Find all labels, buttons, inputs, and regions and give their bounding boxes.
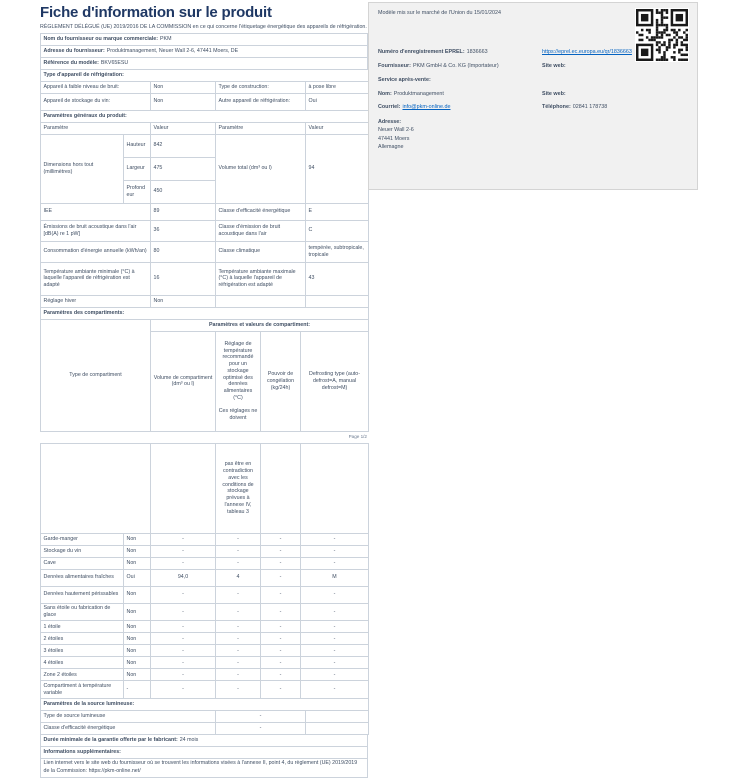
email-link[interactable]: info@pkm-online.de <box>402 104 451 111</box>
column-header: Paramètre <box>41 122 151 134</box>
compartment-freeze: - <box>261 681 301 699</box>
param-value: 43 <box>306 262 369 295</box>
param-label: Appareil de stockage du vin: <box>41 93 151 110</box>
empty-cell <box>306 722 369 734</box>
general-params-table <box>40 110 369 308</box>
compartments-header-table <box>40 307 369 432</box>
market-date: Modèle mis sur le marché de l'Union du 15/01/2024 <box>378 10 501 16</box>
section-title: Paramètres de la source lumineuse: <box>41 698 369 710</box>
eprel-number: Numéro d'enregistrement EPREL: 1836663 <box>378 49 488 56</box>
compartment-defrost: - <box>301 557 369 569</box>
table-row <box>41 45 368 57</box>
section-title: Type d'appareil de réfrigération: <box>41 69 369 81</box>
compartment-temp: - <box>216 633 261 645</box>
column-header <box>216 331 261 431</box>
compartment-freeze: - <box>261 657 301 669</box>
compartment-temp: - <box>216 621 261 633</box>
param-value: Oui <box>306 93 369 110</box>
column-header: Defrosting type (auto-defrost=A, manual defrost=M) <box>301 331 369 431</box>
service-name-field: Nom: Produktmanagement <box>378 90 444 97</box>
compartment-volume: - <box>151 645 216 657</box>
compartment-present: Non <box>124 621 151 633</box>
compartment-temp: - <box>216 669 261 681</box>
compartments-table <box>40 443 369 699</box>
eprel-link[interactable]: https://eprel.ec.europa.eu/qr/1836663 <box>542 49 632 56</box>
compartment-freeze: - <box>261 533 301 545</box>
section-header-row <box>41 746 368 758</box>
span-header: Paramètres et valeurs de compartiment: <box>151 319 369 331</box>
compartment-label: Cave <box>41 557 124 569</box>
compartment-volume: 94,0 <box>151 569 216 586</box>
column-header: Valeur <box>151 122 216 134</box>
compartment-present: Non <box>124 645 151 657</box>
compartment-volume: - <box>151 603 216 621</box>
compartment-volume: - <box>151 669 216 681</box>
param-value: 94 <box>306 134 369 203</box>
compartment-defrost: - <box>301 621 369 633</box>
dimension-sublabel: Hauteur <box>124 134 151 157</box>
table-row <box>41 586 369 603</box>
compartment-defrost: - <box>301 633 369 645</box>
table-row <box>41 241 369 262</box>
compartment-volume: - <box>151 621 216 633</box>
compartment-freeze: - <box>261 545 301 557</box>
compartment-temp: - <box>216 603 261 621</box>
compartment-present: Oui <box>124 569 151 586</box>
compartment-present: Non <box>124 545 151 557</box>
param-value: C <box>306 220 369 241</box>
column-header-text: Réglage de température recommandé pour un stockage optimisé des denrées alimentaires (°C) <box>222 340 254 401</box>
param-value: 36 <box>151 220 216 241</box>
field-label: Adresse du fournisseur: <box>43 47 105 54</box>
empty-cell <box>41 443 151 533</box>
table-row <box>41 93 369 110</box>
section-title: Paramètres des compartiments: <box>41 307 369 319</box>
table-row <box>41 545 369 557</box>
compartment-label: Zone 2 étoiles <box>41 669 124 681</box>
supplier-field: Fournisseur: PKM GmbH & Co. KG (Importateur) <box>378 63 499 70</box>
param-value: à pose libre <box>306 81 369 93</box>
compartment-label: Stockage du vin <box>41 545 124 557</box>
column-header: Type de compartiment <box>41 319 151 431</box>
param-label: IEE <box>41 203 151 220</box>
eprel-info-panel <box>368 2 698 190</box>
website-label: Site web: <box>542 63 566 70</box>
table-row <box>41 203 369 220</box>
supplier-table <box>40 33 368 70</box>
empty-cell <box>261 443 301 533</box>
service-address <box>378 118 688 152</box>
param-value: tempérée, subtropicale, tropicale <box>306 241 369 262</box>
compartment-label: Garde-manger <box>41 533 124 545</box>
compartment-temp: - <box>216 681 261 699</box>
param-value: Non <box>151 295 216 307</box>
compartment-volume: - <box>151 657 216 669</box>
param-value: E <box>306 203 369 220</box>
compartment-freeze: - <box>261 557 301 569</box>
param-label: Dimensions hors tout (millimètres) <box>41 134 124 203</box>
section-header-row <box>41 307 369 319</box>
compartment-freeze: - <box>261 669 301 681</box>
empty-cell <box>306 710 369 722</box>
span-header-row <box>41 319 369 331</box>
field-label: Durée minimale de la garantie offerte par le fabricant: <box>43 737 178 744</box>
compartment-present: Non <box>124 603 151 621</box>
compartment-defrost: - <box>301 545 369 557</box>
table-row <box>41 734 368 746</box>
param-label: Réglage hiver <box>41 295 151 307</box>
compartment-present: Non <box>124 633 151 645</box>
compartment-present: Non <box>124 557 151 569</box>
table-row <box>41 57 368 69</box>
table-row <box>41 220 369 241</box>
compartment-present: Non <box>124 669 151 681</box>
product-fiche <box>40 4 368 778</box>
compartment-freeze: - <box>261 621 301 633</box>
compartment-volume: - <box>151 557 216 569</box>
column-header: Valeur <box>306 122 369 134</box>
compartment-freeze: - <box>261 603 301 621</box>
column-header-text: Ces réglages ne doivent <box>218 408 258 422</box>
additional-info-text: Lien internet vers le site web du fournisseur où se trouvent les informations visées à l'annexe II, point 4, du règlement (UE) 2019/2019 de la Commission: <box>43 760 358 775</box>
param-value <box>306 295 369 307</box>
param-value: - <box>216 722 306 734</box>
compartment-volume: - <box>151 545 216 557</box>
table-row <box>41 262 369 295</box>
section-header-row <box>41 110 369 122</box>
param-label: Autre appareil de réfrigération: <box>216 93 306 110</box>
section-title: Paramètres généraux du produit: <box>41 110 369 122</box>
compartment-label: Denrées hautement périssables <box>41 586 124 603</box>
compartment-defrost: - <box>301 669 369 681</box>
compartment-temp: - <box>216 586 261 603</box>
param-label: Température ambiante maximale (°C) à laquelle l'appareil de réfrigération est adapté <box>216 262 306 295</box>
param-label: Appareil à faible niveau de bruit: <box>41 81 151 93</box>
continuation-row <box>41 443 369 533</box>
compartment-volume: - <box>151 681 216 699</box>
additional-info-table <box>40 746 368 778</box>
dimension-sublabel: Profondeur <box>124 180 151 203</box>
page-break <box>40 432 368 444</box>
compartment-freeze: - <box>261 569 301 586</box>
page-number: Page 1/2 <box>348 433 367 439</box>
compartment-temp: 4 <box>216 569 261 586</box>
section-header-row <box>41 698 369 710</box>
qr-code-icon <box>635 8 689 62</box>
param-value: - <box>216 710 306 722</box>
compartment-temp: - <box>216 657 261 669</box>
compartment-defrost: - <box>301 657 369 669</box>
compartment-label: 4 étoiles <box>41 657 124 669</box>
address-line: Neuer Wall 2-6 <box>378 127 414 134</box>
compartment-label: 1 étoile <box>41 621 124 633</box>
param-label: Type de construction: <box>216 81 306 93</box>
compartment-temp: - <box>216 645 261 657</box>
compartment-freeze: - <box>261 586 301 603</box>
column-header: Paramètre <box>216 122 306 134</box>
param-label: Classe d'efficacité énergétique <box>41 722 216 734</box>
page-title: Fiche d'information sur le produit <box>40 4 272 21</box>
compartment-label: Denrées alimentaires fraîches <box>41 569 124 586</box>
field-value: PKM <box>160 35 172 42</box>
table-row <box>41 633 369 645</box>
column-header-row <box>41 122 369 134</box>
compartment-temp: - <box>216 533 261 545</box>
table-row <box>41 722 369 734</box>
compartment-label: 3 étoiles <box>41 645 124 657</box>
section-title: Informations supplémentaires: <box>41 746 368 758</box>
compartment-defrost: - <box>301 533 369 545</box>
param-value: Non <box>151 81 216 93</box>
compartment-present: Non <box>124 657 151 669</box>
compartment-label: Compartiment à température variable <box>41 681 124 699</box>
dimension-value: 475 <box>151 157 216 180</box>
address-line: 47441 Moers <box>378 135 410 142</box>
table-row <box>41 758 368 777</box>
phone-field: Téléphone: 02841 178738 <box>542 104 608 111</box>
param-label: Volume total (dm³ ou l) <box>216 134 306 203</box>
dimension-value: 842 <box>151 134 216 157</box>
compartment-volume: - <box>151 533 216 545</box>
compartment-defrost: - <box>301 603 369 621</box>
param-value: 16 <box>151 262 216 295</box>
dimensions-row <box>41 134 369 157</box>
regulation-subtitle: RÈGLEMENT DÉLÉGUÉ (UE) 2019/2016 DE LA COMMISSION en ce qui concerne l'étiquetage énergétique des appareils de réfrigération. <box>40 24 367 30</box>
table-row <box>41 33 368 45</box>
column-header: Volume de compartiment (dm³ ou l) <box>151 331 216 431</box>
compartment-defrost: M <box>301 569 369 586</box>
table-row <box>41 681 369 699</box>
field-value: 24 mois <box>179 737 199 744</box>
empty-cell <box>151 443 216 533</box>
dimension-sublabel: Largeur <box>124 157 151 180</box>
supplier-website-link[interactable]: https://pkm-online.net/ <box>88 768 141 775</box>
param-label: Consommation d'énergie annuelle (kWh/an) <box>41 241 151 262</box>
field-value: Produktmanagement, Neuer Wall 2-6, 47441 Moers, DE <box>106 47 239 54</box>
table-row <box>41 295 369 307</box>
compartment-volume: - <box>151 633 216 645</box>
compartment-defrost: - <box>301 645 369 657</box>
param-value: Non <box>151 93 216 110</box>
param-label: Émissions de bruit acoustique dans l'air [dB(A) re 1 pW] <box>41 220 151 241</box>
service-header: Service après-vente: <box>378 76 431 83</box>
table-row <box>41 557 369 569</box>
table-row <box>41 569 369 586</box>
compartment-defrost: - <box>301 681 369 699</box>
param-label: Température ambiante minimale (°C) à laquelle l'appareil de réfrigération est adapté <box>41 262 151 295</box>
compartment-present: - <box>124 681 151 699</box>
field-value: BKV65ESU <box>100 59 129 66</box>
email-field: Courriel: info@pkm-online.de <box>378 104 451 111</box>
compartment-label: Sans étoile ou fabrication de glace <box>41 603 124 621</box>
param-label: Classe climatique <box>216 241 306 262</box>
compartment-freeze: - <box>261 645 301 657</box>
table-row <box>41 603 369 621</box>
field-label: Nom du fournisseur ou marque commerciale: <box>43 35 158 42</box>
table-row <box>41 645 369 657</box>
param-label: Classe d'efficacité énergétique <box>216 203 306 220</box>
compartment-defrost: - <box>301 586 369 603</box>
section-header-row <box>41 69 369 81</box>
table-row <box>41 669 369 681</box>
table-row <box>41 710 369 722</box>
compartment-label: 2 étoiles <box>41 633 124 645</box>
param-value: 80 <box>151 241 216 262</box>
compartment-present: Non <box>124 533 151 545</box>
website-label: Site web: <box>542 90 566 97</box>
param-label: Type de source lumineuse <box>41 710 216 722</box>
compartment-freeze: - <box>261 633 301 645</box>
column-header: Pouvoir de congélation (kg/24h) <box>261 331 301 431</box>
table-row <box>41 657 369 669</box>
empty-cell <box>301 443 369 533</box>
table-row <box>41 81 369 93</box>
address-line: Allemagne <box>378 143 404 150</box>
table-row <box>41 621 369 633</box>
light-source-table <box>40 698 369 735</box>
field-label: Référence du modèle: <box>43 59 99 66</box>
param-value: 89 <box>151 203 216 220</box>
address-label: Adresse: <box>378 118 402 125</box>
column-header-continuation: pas être en contradiction avec les conditions de stockage prévues à l'annexe IV, tableau 3 <box>216 443 261 533</box>
appliance-type-table <box>40 69 369 111</box>
compartment-temp: - <box>216 545 261 557</box>
table-row <box>41 533 369 545</box>
param-label: Classe d'émission de bruit acoustique dans l'air <box>216 220 306 241</box>
compartment-present: Non <box>124 586 151 603</box>
compartment-volume: - <box>151 586 216 603</box>
param-label <box>216 295 306 307</box>
compartment-temp: - <box>216 557 261 569</box>
dimension-value: 450 <box>151 180 216 203</box>
